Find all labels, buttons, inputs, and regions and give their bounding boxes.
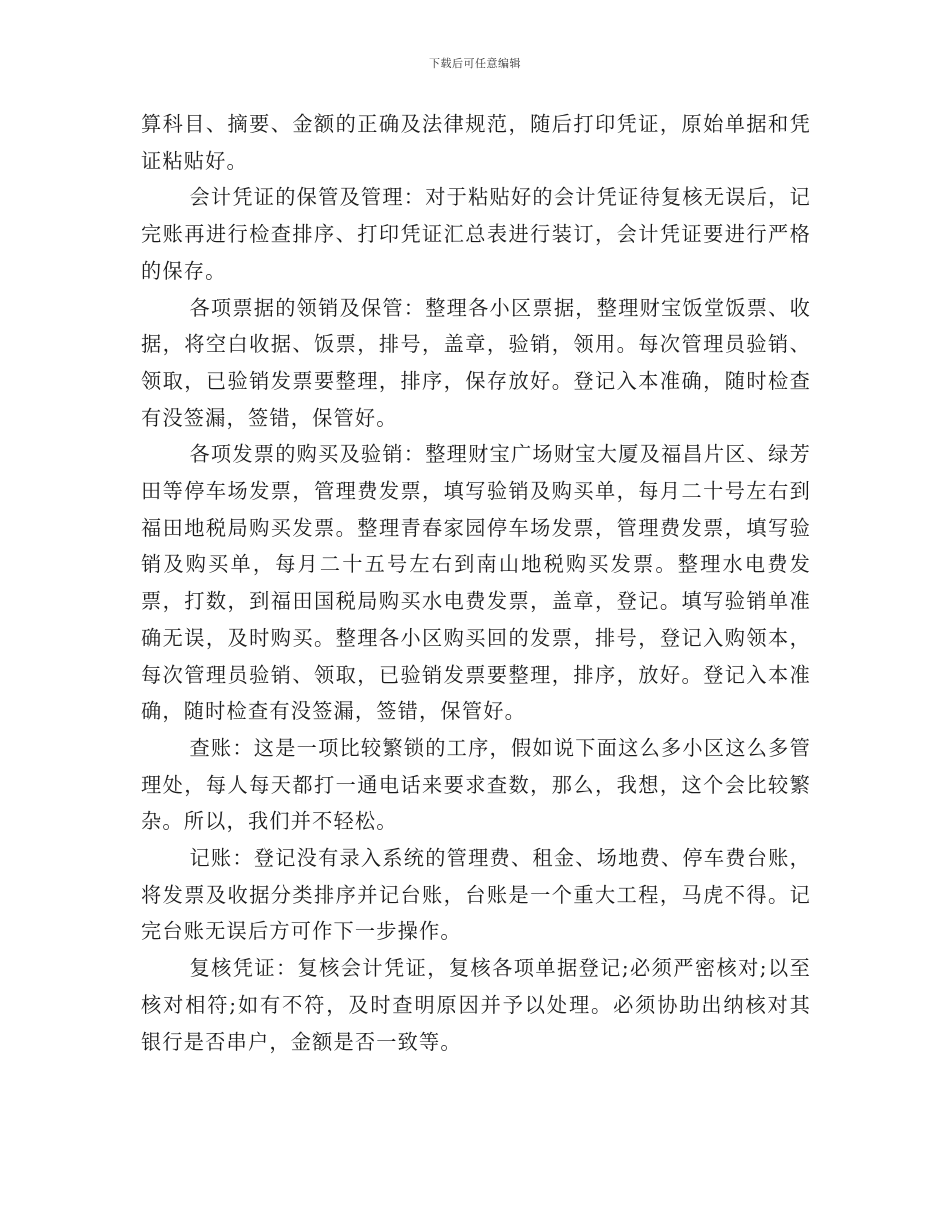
paragraph-receipt-management: 各项票据的领销及保管：整理各小区票据，整理财宝饭堂饭票、收据，将空白收据、饭票，排号，盖章，验销，领用。每次管理员验销、领取，已验销发票要整理，排序，保存放好。登记入本准确，随时检查有没签漏，签错，保管好。 — [141, 295, 811, 430]
paragraph-bookkeeping: 记账：登记没有录入系统的管理费、租金、场地费、停车费台账，将发票及收据分类排序并记台账，台账是一个重大工程，马虎不得。记完台账无误后方可作下一步操作。 — [141, 846, 811, 944]
paragraph-invoice-purchase: 各项发票的购买及验销：整理财宝广场财宝大厦及福昌片区、绿芳田等停车场发票，管理费发票，填写验销及购买单，每月二十号左右到福田地税局购买发票。整理青春家园停车场发票，管理费发票，填写验销及购买单，每月二十五号左右到南山地税购买发票。整理水电费发票，打数，到福田国税局购买水电费发票，盖章，登记。填写验销单准确无误，及时购买。整理各小区购买回的发票，排号，登记入购领本，每次管理员验销、领取，已验销发票要整理，排序，放好。登记入本准确，随时检查有没签漏，签错，保管好。 — [141, 442, 811, 724]
page-header: 下载后可任意编辑 — [429, 57, 521, 70]
paragraph-voucher-management: 会计凭证的保管及管理：对于粘贴好的会计凭证待复核无误后，记完账再进行检查排序、打印凭证汇总表进行装订，会计凭证要进行严格的保存。 — [141, 185, 811, 283]
paragraph-voucher-review: 复核凭证：复核会计凭证，复核各项单据登记;必须严密核对;以至核对相符;如有不符，及时查明原因并予以处理。必须协助出纳核对其银行是否串户，金额是否一致等。 — [141, 956, 811, 1054]
paragraph-account-check: 查账：这是一项比较繁锁的工序，假如说下面这么多小区这么多管理处，每人每天都打一通电话来要求查数，那么，我想，这个会比较繁杂。所以，我们并不轻松。 — [141, 735, 811, 834]
document-body — [141, 106, 811, 1060]
paragraph-continuation: 算科目、摘要、金额的正确及法律规范，随后打印凭证，原始单据和凭证粘贴好。 — [141, 112, 811, 173]
